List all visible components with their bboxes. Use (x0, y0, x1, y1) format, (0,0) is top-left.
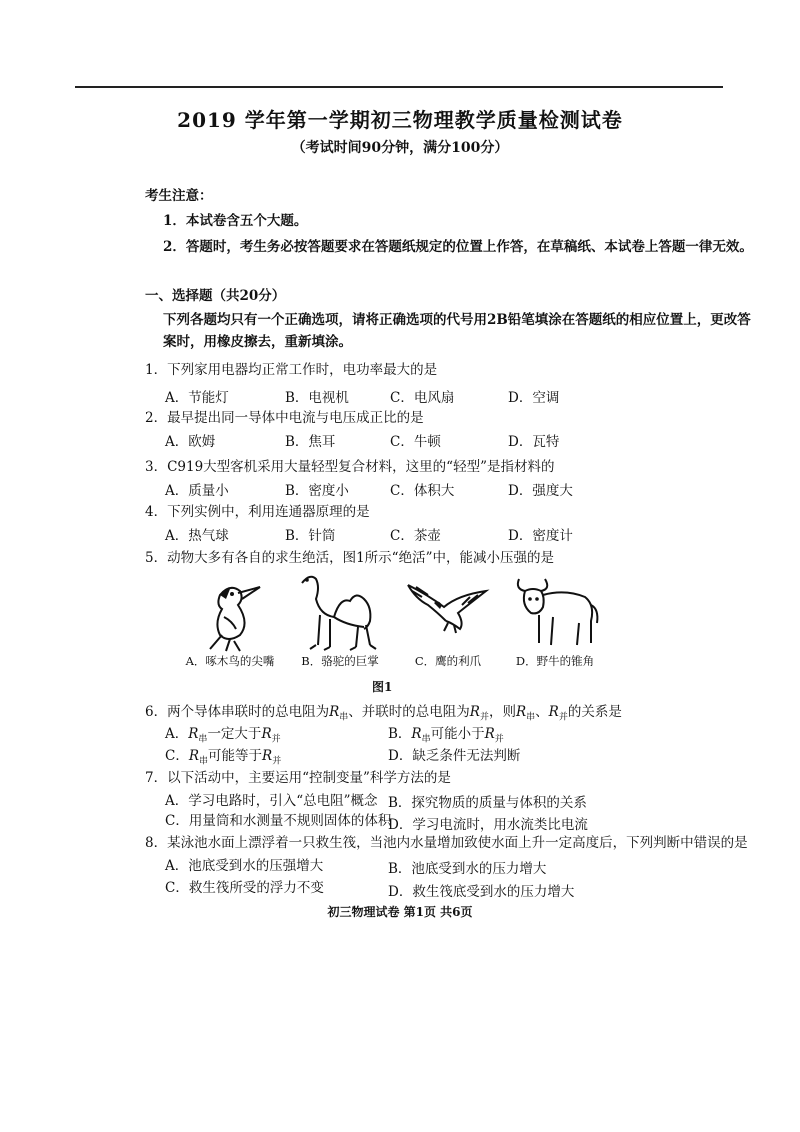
option-a: A．池底受到水的压强增大 (165, 858, 324, 874)
notice-item: 2．答题时，考生务必按答题要求在答题纸规定的位置上作答，在草稿纸、本试卷上答题一律无效。 (163, 239, 753, 255)
option-d: D．强度大 (508, 483, 573, 499)
option-b: B．针筒 (285, 528, 336, 544)
option-c: C．救生筏所受的浮力不变 (165, 880, 324, 896)
question-stem: 7．以下活动中，主要运用“控制变量”科学方法的是 (145, 770, 451, 786)
option-c: C．用量筒和水测量不规则固体的体积 (165, 813, 392, 829)
notice-heading: 考生注意： (145, 188, 213, 204)
figure-caption: A．啄木鸟的尖嘴 (185, 654, 275, 668)
option-a: A．节能灯 (165, 390, 229, 406)
option-c: C．$R_串$可能等于$R_并$ (165, 748, 282, 767)
page-title: 2019 学年第一学期初三物理教学质量检测试卷 (177, 108, 623, 132)
question-stem: 1．下列家用电器均正常工作时，电功率最大的是 (145, 362, 438, 378)
figure-label: 图1 (372, 680, 393, 694)
figure-1 (170, 565, 600, 675)
question-stem: 5．动物大多有各自的求生绝活，图1所示“绝活”中，能减小压强的是 (145, 550, 554, 566)
option-a: A．质量小 (165, 483, 229, 499)
option-a: A．热气球 (165, 528, 229, 544)
option-c: C．茶壶 (390, 528, 441, 544)
question-stem: 8．某泳池水面上漂浮着一只救生筏，当池内水量增加致使水面上升一定高度后，下列判断中错误的是 (145, 835, 748, 851)
camel-icon (290, 565, 390, 653)
option-b: B．密度小 (285, 483, 349, 499)
option-b: B．$R_串$可能小于$R_并$ (388, 726, 504, 745)
notice-item: 1．本试卷含五个大题。 (163, 213, 308, 229)
section-heading: 一、选择题（共20分） (145, 288, 286, 304)
option-c: C．电风扇 (390, 390, 455, 406)
option-a: A．学习电路时，引入“总电阻”概念 (165, 793, 378, 809)
section-instructions: 案时，用橡皮擦去，重新填涂。 (163, 334, 352, 350)
option-b: B．池底受到水的压力增大 (388, 861, 547, 877)
option-d: D．缺乏条件无法判断 (388, 748, 521, 764)
question-stem: 2．最早提出同一导体中电流与电压成正比的是 (145, 410, 424, 426)
page-subtitle: （考试时间90分钟，满分100分） (291, 140, 509, 156)
option-d: D．救生筏底受到水的压力增大 (388, 884, 575, 900)
option-d: D．密度计 (508, 528, 573, 544)
figure-caption: C．鹰的利爪 (414, 654, 482, 668)
top-rule (75, 86, 723, 88)
question-stem: 4．下列实例中，利用连通器原理的是 (145, 504, 370, 520)
option-c: C．牛顿 (390, 434, 441, 450)
option-d: D．瓦特 (508, 434, 560, 450)
option-a: A．$R_串$一定大于$R_并$ (165, 726, 281, 745)
option-c: C．体积大 (390, 483, 455, 499)
option-d: D．学习电流时，用水流类比电流 (388, 817, 588, 833)
question-stem: 6．两个导体串联时的总电阻为$R_串$、并联时的总电阻为$R_并$，则$R_串$、$R_并$的关系是 (145, 704, 622, 723)
figure-caption: D．野牛的锥角 (515, 654, 595, 668)
option-a: A．欧姆 (165, 434, 216, 450)
option-b: B．探究物质的质量与体积的关系 (388, 795, 587, 811)
option-d: D．空调 (508, 390, 560, 406)
question-stem: 3．C919大型客机采用大量轻型复合材料，这里的“轻型”是指材料的 (145, 459, 555, 475)
option-b: B．电视机 (285, 390, 349, 406)
option-b: B．焦耳 (285, 434, 336, 450)
figure-caption: B．骆驼的巨掌 (301, 654, 379, 668)
bull-icon (505, 565, 605, 653)
eagle-icon (398, 565, 498, 653)
page-footer: 初三物理试卷 第1页 共6页 (327, 905, 473, 919)
section-instructions: 下列各题均只有一个正确选项，请将正确选项的代号用2B铅笔填涂在答题纸的相应位置上，更改答 (163, 312, 751, 328)
woodpecker-icon (180, 565, 280, 653)
